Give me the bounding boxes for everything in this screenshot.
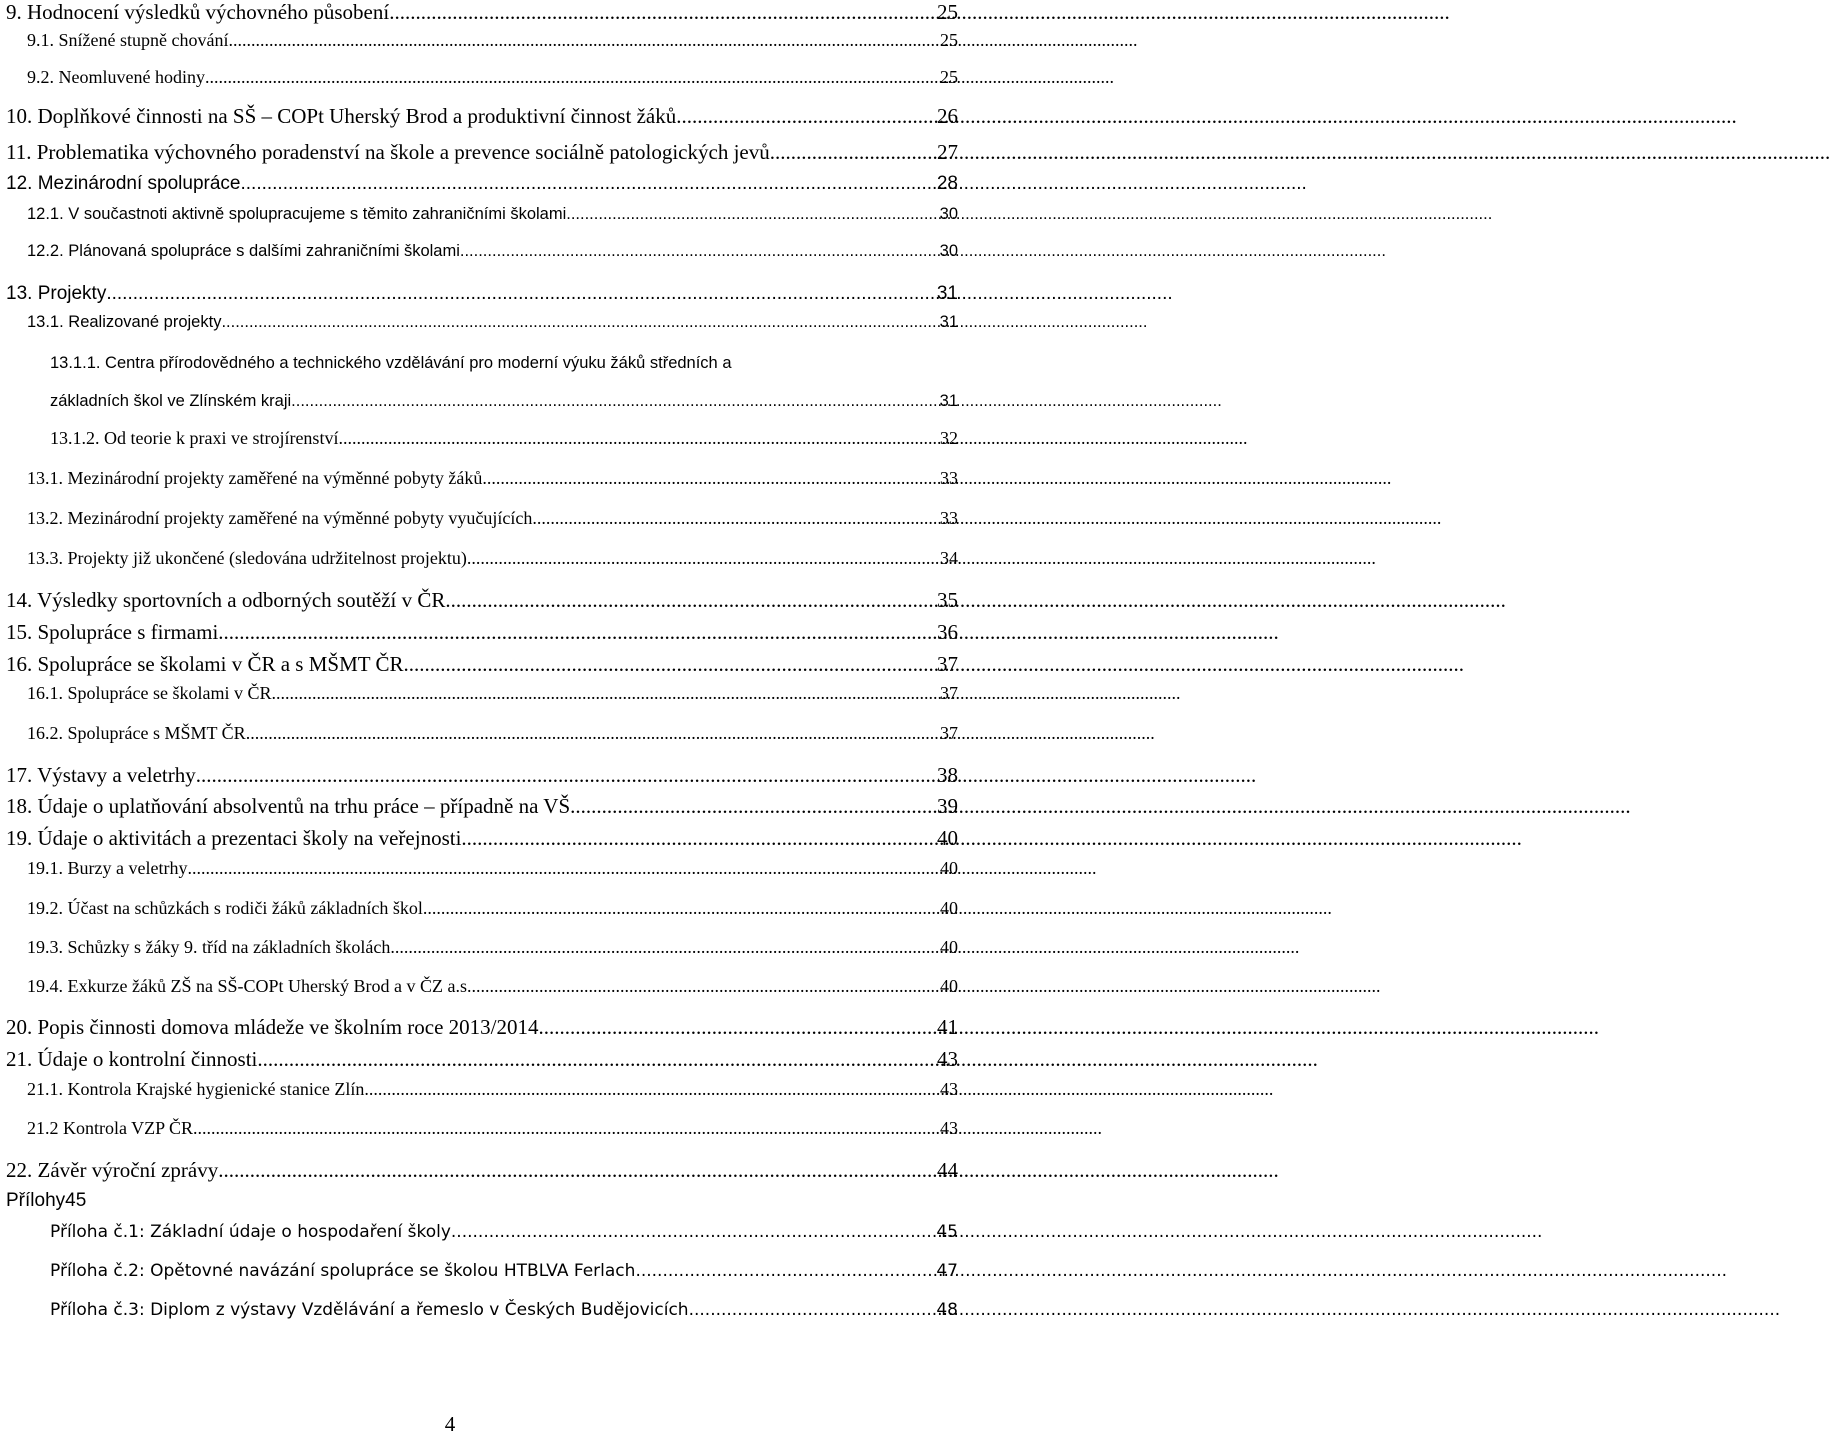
toc-entry-title: 12. Mezinárodní spolupráce	[6, 173, 241, 194]
toc-entry-page: 40	[937, 826, 958, 850]
toc-entry-title: 21.2 Kontrola VZP ČR	[27, 1118, 194, 1138]
toc-entry-title: 20. Popis činnosti domova mládeže ve školním roce 2013/2014	[6, 1015, 539, 1039]
toc-entry[interactable]	[0, 428, 958, 458]
toc-entry[interactable]	[0, 283, 958, 313]
toc-entry-title: 13.1. Mezinárodní projekty zaměřené na výměnné pobyty žáků	[27, 468, 483, 488]
toc-entry[interactable]	[0, 30, 958, 60]
toc-entry-page: 28	[936, 173, 958, 194]
toc-entry[interactable]	[0, 898, 958, 928]
toc-entry[interactable]	[0, 508, 958, 538]
toc-entry[interactable]	[0, 548, 958, 578]
toc-entry-page: 44	[937, 1158, 958, 1182]
toc-entry-title: 16.2. Spolupráce s MŠMT ČR	[27, 723, 246, 743]
toc-entry[interactable]	[0, 683, 958, 713]
toc-entry-page: 25	[937, 0, 958, 24]
toc-dot-leader	[338, 428, 938, 449]
toc-entry-page: 48	[936, 1300, 958, 1320]
toc-dot-leader	[770, 140, 935, 165]
toc-entry-title: 13. Projekty	[6, 283, 107, 304]
toc-entry-title: 10. Doplňkové činnosti na SŠ – COPt Uherský Brod a produktivní činnost žáků	[6, 104, 677, 128]
toc-entry[interactable]	[0, 1118, 958, 1148]
toc-entry-page: 43	[940, 1118, 958, 1138]
toc-entry-page: 25	[940, 30, 958, 50]
toc-entry-page: 45	[936, 1222, 958, 1242]
toc-entry-title: 9.2. Neomluvené hodiny	[27, 67, 205, 87]
toc-entry-page: 31	[939, 313, 958, 331]
toc-dot-leader	[461, 826, 935, 851]
toc-entry-page: 36	[937, 620, 958, 644]
toc-entry-page: 38	[937, 763, 958, 787]
toc-dot-leader	[364, 1079, 938, 1100]
toc-entry[interactable]	[0, 1079, 958, 1109]
toc-entry[interactable]	[0, 763, 958, 793]
toc-entry-page: 31	[939, 392, 958, 410]
toc-dot-leader	[676, 104, 935, 129]
toc-entry-title: 19.1. Burzy a veletrhy	[27, 858, 188, 878]
toc-entry-title: 11. Problematika výchovného poradenství na škole a prevence sociálně patologických jevů	[6, 140, 770, 164]
toc-entry[interactable]	[0, 937, 958, 967]
toc-entry-title: 9.1. Snížené stupně chování	[27, 30, 229, 50]
toc-entry-page: 43	[940, 1079, 958, 1099]
toc-entry[interactable]	[0, 140, 958, 170]
toc-entry-page: 39	[937, 794, 958, 818]
toc-entry-title: 17. Výstavy a veletrhy	[6, 763, 196, 787]
toc-dot-leader	[539, 1015, 935, 1040]
toc-entry-title: základních škol ve Zlínském kraji.	[50, 392, 296, 410]
page-number: 4	[444, 1412, 456, 1436]
toc-entry-page: 25	[940, 67, 958, 87]
toc-dot-leader	[187, 858, 938, 879]
toc-entry[interactable]	[0, 620, 958, 650]
toc-entry-page: 40	[940, 898, 958, 918]
toc-dot-leader	[106, 283, 935, 305]
toc-entry-title: Příloha č.3: Diplom z výstavy Vzdělávání a řemeslo v Českých Budějovicích	[50, 1300, 689, 1320]
toc-entry[interactable]	[0, 652, 958, 682]
toc-dot-leader	[423, 898, 938, 919]
toc-dot-leader	[296, 392, 938, 411]
toc-dot-leader	[228, 30, 938, 51]
toc-dot-leader	[390, 937, 938, 958]
toc-dot-leader	[566, 205, 937, 224]
toc-entry-title: Příloha č.1: Základní údaje o hospodaření školy	[50, 1222, 451, 1242]
toc-entry[interactable]	[0, 588, 958, 618]
toc-entry[interactable]	[0, 1300, 958, 1330]
toc-entry-page: 43	[937, 1047, 958, 1071]
toc-entry-title: 13.2. Mezinárodní projekty zaměřené na výměnné pobyty vyučujících	[27, 508, 533, 528]
toc-dot-leader	[218, 1158, 935, 1183]
toc-entry[interactable]	[0, 1158, 958, 1188]
toc-dot-leader	[460, 242, 938, 261]
toc-entry-page: 31	[936, 283, 958, 304]
toc-entry-page: 41	[937, 1015, 958, 1039]
toc-entry[interactable]	[0, 1190, 958, 1220]
toc-dot-leader	[482, 468, 938, 489]
toc-dot-leader	[221, 313, 937, 332]
toc-entry-page: 37	[940, 683, 958, 703]
toc-entry-title: Přílohy45	[6, 1190, 87, 1211]
toc-entry-title: 16. Spolupráce se školami v ČR a s MŠMT ČR	[6, 652, 404, 676]
toc-dot-leader	[467, 548, 938, 569]
toc-dot-leader	[689, 1300, 935, 1320]
toc-entry-page: 40	[940, 858, 958, 878]
toc-dot-leader	[193, 1118, 938, 1139]
toc-dot-leader	[271, 683, 938, 704]
toc-entry-title: 19.3. Schůzky s žáky 9. tříd na základních školách	[27, 937, 391, 957]
toc-entry[interactable]	[0, 354, 958, 384]
toc-entry-title: 13.1. Realizované projekty	[27, 313, 222, 331]
toc-dot-leader	[532, 508, 938, 529]
toc-entry[interactable]	[0, 67, 958, 97]
toc-entry-title: 19.2. Účast na schůzkách s rodiči žáků základních škol	[27, 898, 423, 918]
toc-entry-page: 27	[937, 140, 958, 164]
toc-entry-title: 13.1.2. Od teorie k praxi ve strojírenství	[50, 428, 339, 448]
toc-entry-page: 30	[939, 242, 958, 260]
toc-dot-leader	[240, 173, 934, 195]
toc-dot-leader	[205, 67, 938, 88]
toc-entry-page: 33	[940, 468, 958, 488]
toc-dot-leader	[218, 620, 935, 645]
toc-entry-page: 40	[940, 976, 958, 996]
toc-entry-title: 15. Spolupráce s firmami	[6, 620, 219, 644]
toc-entry-page: 37	[940, 723, 958, 743]
toc-dot-leader	[445, 588, 935, 613]
toc-entry-title: 12.1. V součastnoti aktivně spolupracujeme s těmito zahraničními školami	[27, 205, 567, 223]
toc-dot-leader	[471, 976, 938, 997]
toc-entry[interactable]	[0, 794, 958, 824]
toc-dot-leader	[196, 763, 935, 788]
toc-entry[interactable]	[0, 723, 958, 753]
toc-entry-page: 37	[937, 652, 958, 676]
toc-dot-leader	[570, 794, 935, 819]
toc-entry-title: 13.1.1. Centra přírodovědného a technického vzdělávání pro moderní výuku žáků středních a	[50, 354, 732, 372]
toc-dot-leader	[246, 723, 938, 744]
toc-dot-leader	[635, 1261, 934, 1281]
toc-entry[interactable]	[0, 826, 958, 856]
toc-entry-page: 33	[940, 508, 958, 528]
toc-dot-leader	[403, 652, 935, 677]
toc-entry-page: 35	[937, 588, 958, 612]
toc-entry[interactable]	[0, 1222, 958, 1252]
toc-entry[interactable]	[0, 1015, 958, 1045]
toc-entry[interactable]	[0, 858, 958, 888]
toc-entry-title: 19. Údaje o aktivitách a prezentaci školy na veřejnosti	[6, 826, 462, 850]
toc-entry-title: 12.2. Plánovaná spolupráce s dalšími zahraničními školami	[27, 242, 460, 260]
toc-entry-title: 21. Údaje o kontrolní činnosti	[6, 1047, 258, 1071]
toc-entry[interactable]	[0, 1261, 958, 1291]
toc-entry-page: 40	[940, 937, 958, 957]
toc-entry-title: Příloha č.2: Opětovné navázání spolupráce se školou HTBLVA Ferlach	[50, 1261, 636, 1281]
toc-entry[interactable]	[0, 242, 958, 272]
toc-entry-page: 32	[940, 428, 958, 448]
toc-entry[interactable]	[0, 976, 958, 1006]
toc-entry-page: 34	[940, 548, 958, 568]
toc-entry-title: 16.1. Spolupráce se školami v ČR	[27, 683, 272, 703]
toc-entry[interactable]	[0, 313, 958, 343]
toc-entry-title: 19.4. Exkurze žáků ZŠ na SŠ-COPt Uherský Brod a v ČZ a.s.	[27, 976, 472, 996]
toc-dot-leader	[257, 1047, 935, 1072]
toc-entry-title: 18. Údaje o uplatňování absolventů na trhu práce – případně na VŠ	[6, 794, 571, 818]
toc-dot-leader	[389, 0, 935, 25]
toc-entry[interactable]	[0, 205, 958, 235]
toc-entry[interactable]	[0, 392, 958, 422]
toc-entry[interactable]	[0, 173, 958, 203]
toc-entry-page: 47	[936, 1261, 958, 1281]
toc-entry[interactable]	[0, 0, 958, 30]
toc-entry-page: 26	[937, 104, 958, 128]
toc-dot-leader	[451, 1222, 934, 1242]
toc-entry[interactable]	[0, 1047, 958, 1077]
toc-entry[interactable]	[0, 468, 958, 498]
toc-entry-title: 22. Závěr výroční zprávy	[6, 1158, 219, 1182]
toc-entry-title: 21.1. Kontrola Krajské hygienické stanice Zlín	[27, 1079, 365, 1099]
toc-entry-title: 9. Hodnocení výsledků výchovného působení	[6, 0, 390, 24]
toc-entry[interactable]	[0, 104, 958, 134]
toc-entry-title: 14. Výsledky sportovních a odborných soutěží v ČR	[6, 588, 446, 612]
toc-entry-page: 30	[939, 205, 958, 223]
toc-entry-title: 13.3. Projekty již ukončené (sledována udržitelnost projektu)	[27, 548, 467, 568]
